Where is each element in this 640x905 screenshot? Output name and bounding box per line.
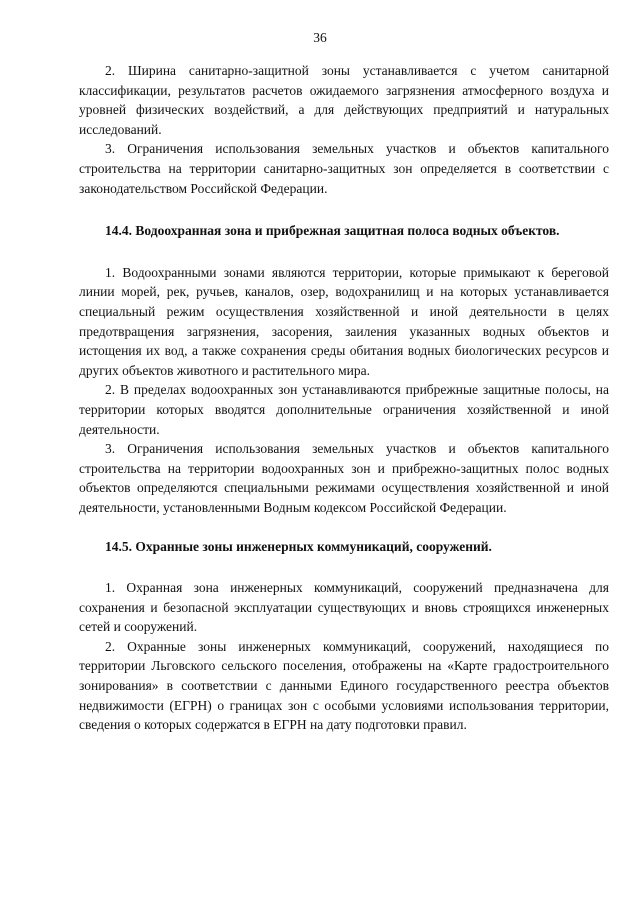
paragraph-engineering-protection-zone-purpose: 1. Охранная зона инженерных коммуникаций, сооружений предназначена для сохранения и безопасной эксплуатации существующих и вновь строящихся инженерных сетей и сооружений. <box>79 580 609 635</box>
section-heading-14-4: 14.4. Водоохранная зона и прибрежная защитная полоса водных объектов. <box>105 223 560 239</box>
paragraph-water-protection-zone-definition: 1. Водоохранными зонами являются территории, которые примыкают к береговой линии морей, рек, ручьев, каналов, озер, водохранилищ и на которых устанавливается специальный режим осуществления хозяйственной и иной деятельности в целях предотвращения загрязнения, засорения, заиления указанных водных объектов и истощения их вод, а также сохранения среды обитания водных биологических ресурсов и других объектов животного и растительного мира. <box>79 264 609 378</box>
paragraph-sanitary-zone-restrictions: 3. Ограничения использования земельных участков и объектов капитального строительства на территории санитарно-защитных зон определяется в соответствии с законодательством Российской Федерации. <box>79 141 609 196</box>
paragraph-sanitary-zone-width: 2. Ширина санитарно-защитной зоны устанавливается с учетом санитарной классификации, результатов расчетов ожидаемого загрязнения атмосферного воздуха и уровней физических воздействий, а для действующих предприятий и натуральных исследований. <box>79 63 609 137</box>
section-heading-14-5: 14.5. Охранные зоны инженерных коммуникаций, сооружений. <box>105 539 492 555</box>
paragraph-engineering-zones-map: 2. Охранные зоны инженерных коммуникаций, сооружений, находящиеся по территории Льговского сельского поселения, отображены на «Карте градостроительного зонирования» в соответствии с данными Единого государственного реестра объектов недвижимости (ЕГРН) о границах зон с особыми условиями использования территории, сведения о которых содержатся в ЕГРН на дату подготовки правил. <box>79 638 609 733</box>
page-number: 36 <box>313 30 327 45</box>
paragraph-water-zone-restrictions: 3. Ограничения использования земельных участков и объектов капитального строительства на территории водоохранных зон и прибрежно-защитных полос водных объектов определяются специальными режимами осуществления хозяйственной и иной деятельности, установленными Водным кодексом Российской Федерации. <box>79 441 609 515</box>
document-body <box>79 61 609 735</box>
paragraph-coastal-protective-strips: 2. В пределах водоохранных зон устанавливаются прибрежные защитные полосы, на территории которых вводятся дополнительные ограничения хозяйственной и иной деятельности. <box>79 382 609 437</box>
